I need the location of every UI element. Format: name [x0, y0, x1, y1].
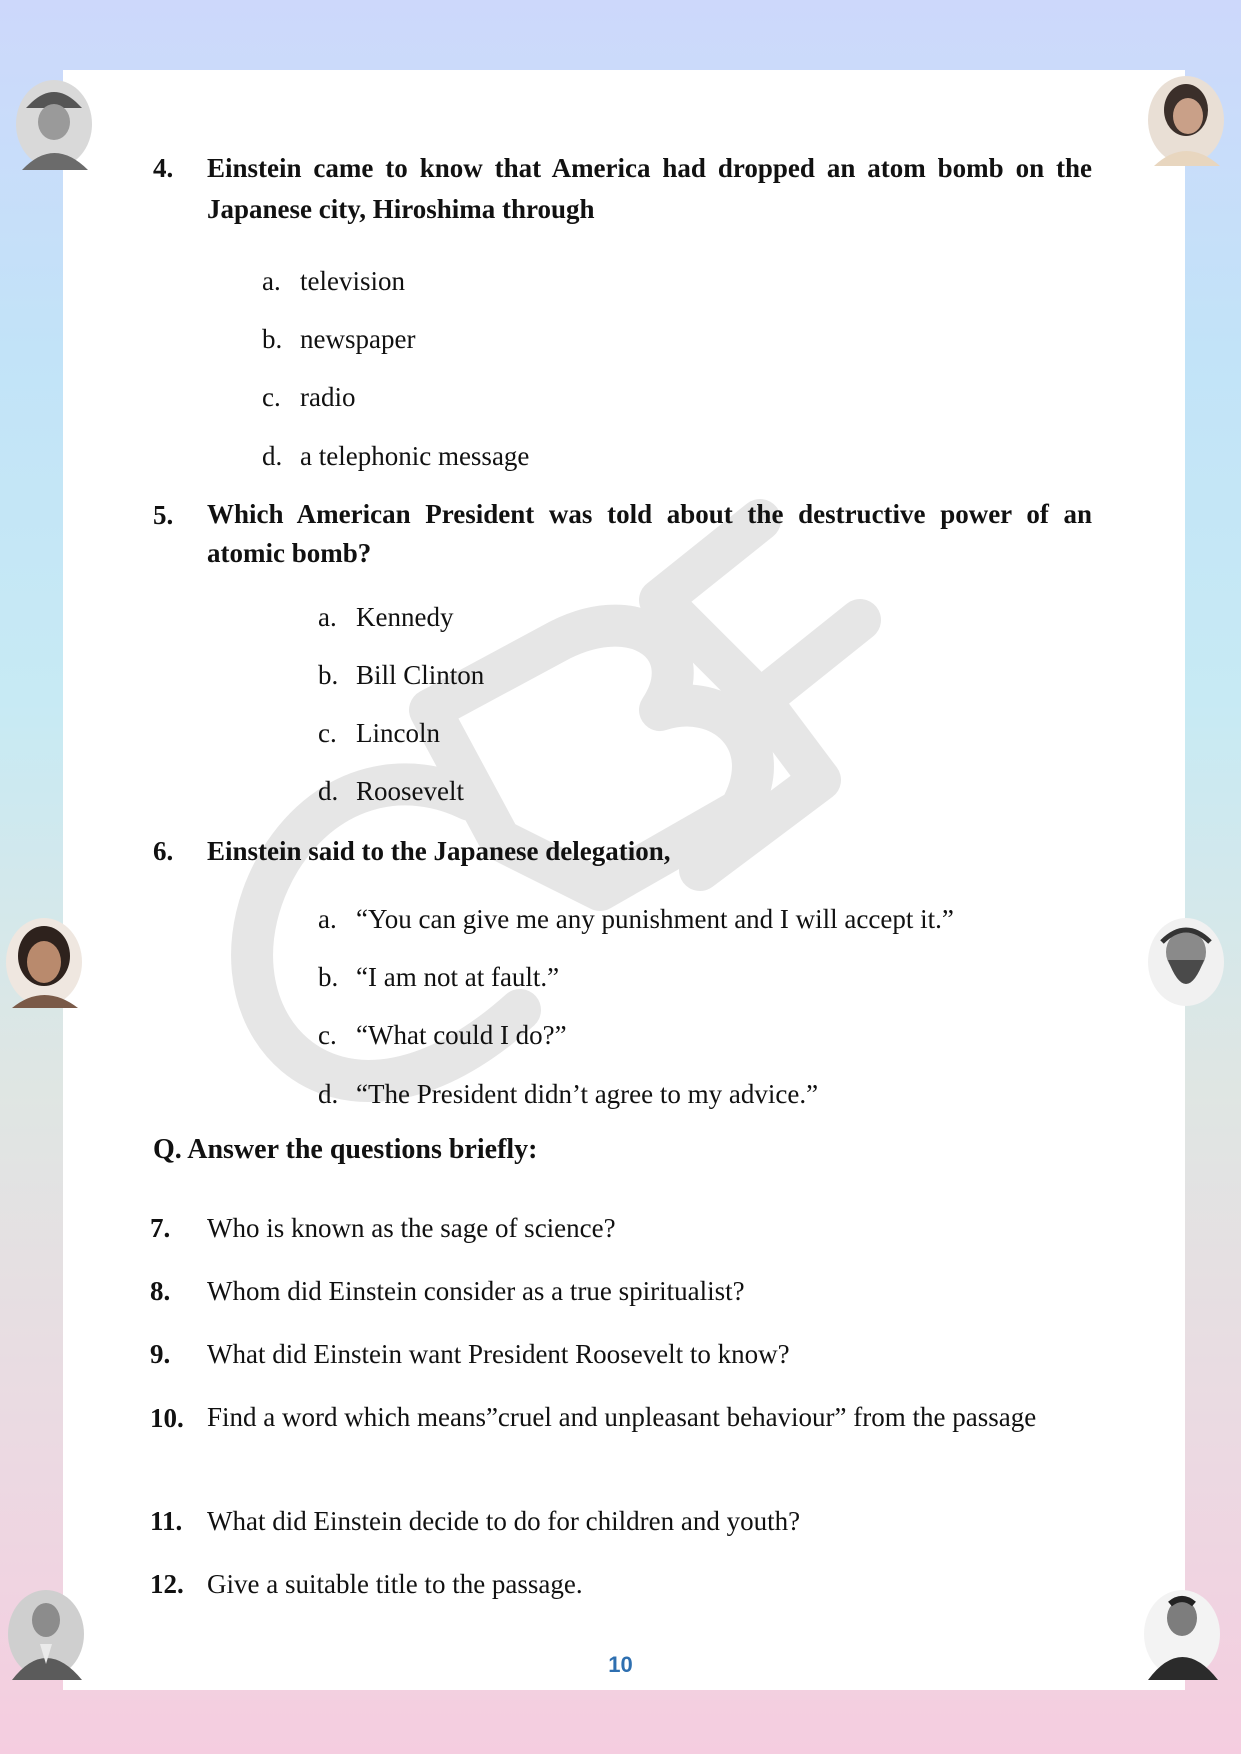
question-number: 12. — [150, 1569, 184, 1599]
option-text: radio — [300, 382, 356, 412]
option-letter: b. — [318, 660, 339, 690]
option-text: “The President didn’t agree to my advice.” — [356, 1079, 819, 1109]
question-number: 10. — [150, 1403, 184, 1433]
page-number: 10 — [608, 1652, 633, 1677]
question-number: 11. — [150, 1506, 183, 1536]
option-letter: a. — [318, 904, 337, 934]
question-text: Einstein came to know that America had dropped an atom bomb on the Japanese city, Hiroshima through — [207, 153, 1092, 224]
question-number: 9. — [150, 1339, 171, 1369]
question-number: 5. — [153, 500, 174, 530]
option-6b — [318, 960, 559, 994]
option-text: television — [300, 266, 405, 296]
question-text: What did Einstein want President Roosevelt to know? — [207, 1339, 790, 1369]
option-text: Kennedy — [356, 602, 454, 632]
question-text: Which American President was told about the destructive power of an atomic bomb? — [207, 499, 1092, 568]
question-number: 8. — [150, 1276, 171, 1306]
option-6c — [318, 1018, 567, 1052]
option-text: “I am not at fault.” — [356, 962, 560, 992]
question-text: Who is known as the sage of science? — [207, 1213, 616, 1243]
option-text: newspaper — [300, 324, 416, 354]
question-text: Whom did Einstein consider as a true spiritualist? — [207, 1276, 745, 1306]
option-5b — [318, 658, 484, 692]
option-5a — [318, 600, 453, 634]
option-letter: a. — [262, 266, 281, 296]
question-text: What did Einstein decide to do for children and youth? — [207, 1506, 801, 1536]
option-text: a telephonic message — [300, 441, 530, 471]
option-5d — [318, 774, 464, 808]
option-letter: c. — [262, 382, 281, 412]
option-6d — [318, 1077, 818, 1111]
question-text: Give a suitable title to the passage. — [207, 1569, 583, 1599]
option-letter: a. — [318, 602, 337, 632]
option-4b — [262, 322, 415, 356]
option-text: Roosevelt — [356, 776, 464, 806]
option-letter: c. — [318, 718, 337, 748]
section-heading: Q. Answer the questions briefly: — [153, 1134, 538, 1165]
option-4d — [262, 439, 529, 473]
option-letter: b. — [262, 324, 283, 354]
option-letter: d. — [262, 441, 283, 471]
question-number: 4. — [153, 153, 174, 183]
option-letter: d. — [318, 1079, 339, 1109]
option-4a — [262, 264, 405, 298]
option-6a — [318, 902, 954, 936]
option-text: Lincoln — [356, 718, 440, 748]
option-letter: c. — [318, 1020, 337, 1050]
option-5c — [318, 716, 440, 750]
question-number: 7. — [150, 1213, 171, 1243]
option-letter: b. — [318, 962, 339, 992]
question-text: Einstein said to the Japanese delegation, — [207, 836, 671, 866]
option-text: Bill Clinton — [356, 660, 485, 690]
option-4c — [262, 380, 355, 414]
question-text: Find a word which means”cruel and unpleasant behaviour” from the passage — [207, 1402, 1037, 1432]
option-letter: d. — [318, 776, 339, 806]
option-text: “What could I do?” — [356, 1020, 567, 1050]
option-text: “You can give me any punishment and I will accept it.” — [356, 904, 954, 934]
question-number: 6. — [153, 836, 174, 866]
